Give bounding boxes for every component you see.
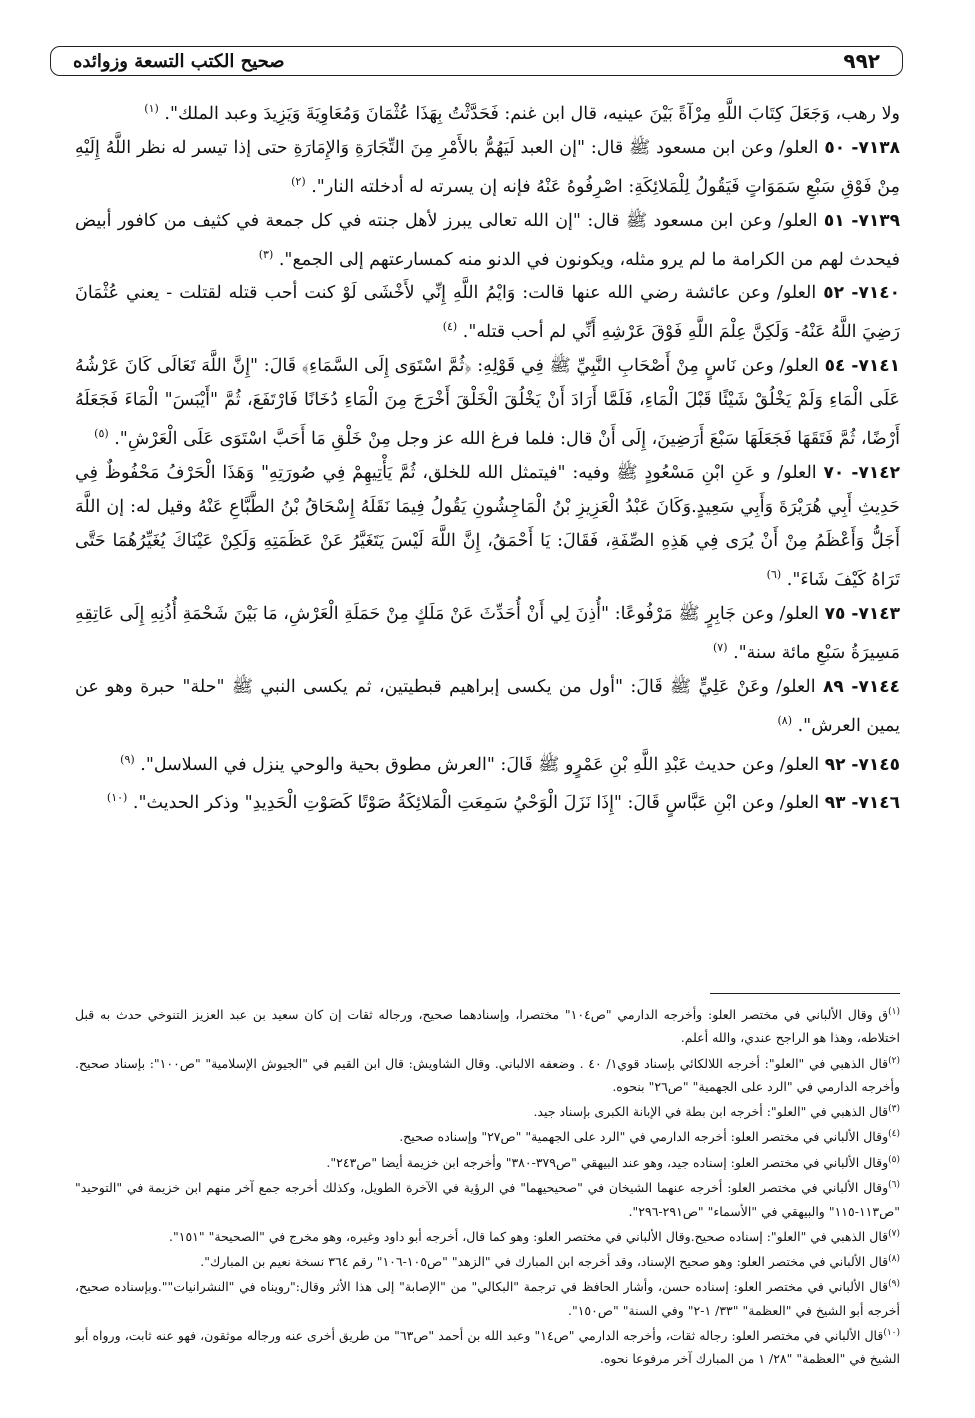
hadith-text: العلو/ وعن ابْنِ عَبَّاسٍ قَالَ: "إِذَا نَزَلَ الْوَحْيُ سَمِعَتِ الْمَلائِكَةُ صَوْتًا كَصَوْتِ الْحَدِيدِ" وذكر الحديث". bbox=[132, 793, 820, 814]
hadith-number: ٧١٤٦- ٩٣ bbox=[824, 793, 900, 814]
footnote bbox=[75, 1273, 900, 1322]
footnote-number: (٧) bbox=[888, 1228, 900, 1239]
footnote-ref: (٢) bbox=[291, 174, 306, 188]
hadith-number: ٧١٤٣- ٧٥ bbox=[824, 603, 900, 624]
hadith-number: ٧١٣٩- ٥١ bbox=[823, 210, 900, 231]
footnotes bbox=[75, 1001, 900, 1371]
hadith-text: العلو/ وعن حديث عَبْدِ اللَّهِ بْنِ عَمْرٍو ﷺ قَالَ: "العرش مطوق بحية والوحي ينزل في السلاسل". bbox=[140, 754, 820, 775]
footnote-ref: (٩) bbox=[120, 752, 135, 766]
hadith-paragraph bbox=[75, 92, 900, 131]
hadith-paragraph bbox=[75, 670, 900, 743]
book-title: صحيح الكتب التسعة وزوائده bbox=[73, 50, 285, 72]
footnote-text: قال الألباني في مختصر العلو: رجاله ثقات، وأخرجه الدارمي "ص١٤" وعبد الله بن أحمد "ص٦٣" من طريق أخرى عنه ورجاله موثقون، فهو عنه ثابت، ورواه أبو الشيخ في "العظمة" "٢٨/ ١ من المبارك آخر مرفوعا نحوه. bbox=[75, 1328, 900, 1367]
page-number: ٩٩٢ bbox=[843, 49, 880, 73]
footnote-text: قال الألباني في مختصر العلو: وهو صحيح الإسناد، وقد أخرجه ابن المبارك في "الزهد" "ص١٠٥-١٠٦" رقم ٣٦٤ نسخة نعيم بن المبارك". bbox=[200, 1254, 889, 1270]
footnote-text: وقال الألباني في مختصر العلو: إسناده جيد، وهو عند البيهقي "ص٣٧٩-٣٨٠" وأخرجه ابن خزيمة أيضا "ص٢٤٣". bbox=[326, 1155, 889, 1170]
hadith-paragraph bbox=[75, 597, 900, 670]
hadith-number: ٧١٤٤- ٨٩ bbox=[822, 676, 900, 697]
hadith-text: العلو/ وعن ابن مسعود ﷺ قال: "إن العبد لَيَهُمُّ بالأَمْرِ مِنَ التِّجَارَةِ وَالإِمَارَةِ حتى إذا تيسر له نظر اللَّهُ إِلَيْهِ مِنْ فَوْقِ سَبْعِ سَمَوَاتٍ فَيَقُولُ لِلْمَلائِكَةِ: اصْرِفُوهُ عَنْهُ فإنه إن يسرته له أدخلته النار". bbox=[75, 137, 900, 197]
footnote-divider bbox=[710, 993, 900, 994]
hadith-number: ٧١٤٥- ٩٢ bbox=[824, 754, 900, 775]
footnote-text: وقال الألباني في مختصر العلو: أخرجه عنهما الشيخان في "صحيحيهما" في الرؤية في الآخرة الطويل، وكذلك أخرجه جمع آخر منهم ابن خزيمة في "التوحيد" "ص١١٣-١١٥" والبيهقي في "الأسماء" "ص٢٩١-٢٩٦". bbox=[75, 1180, 900, 1219]
hadith-number: ٧١٤٠- ٥٢ bbox=[823, 283, 900, 304]
footnote-text: وقال الألباني في مختصر العلو: أخرجه الدارمي في "الرد على الجهمية" "ص٢٧" وإسناده صحيح. bbox=[399, 1129, 889, 1145]
footnote bbox=[75, 1248, 900, 1273]
footnote-ref: (١) bbox=[144, 102, 159, 115]
footnote-number: (٢) bbox=[888, 1055, 900, 1066]
hadith-number: ٧١٣٨- ٥٠ bbox=[824, 137, 900, 158]
hadith-paragraph bbox=[75, 131, 900, 204]
footnote-text: قال الذهبي في "العلو": أخرجه اللالكائي بإسناد قوي١/ ٤٠ . وضعفه الالباني. وقال الشاويش: قال ابن القيم في "الجيوش الإسلامية" "ص١٠٠": بإسناد صحيح. وأخرجه الدارمي في "الرد على الجهمية" "ص٢٦" بنحوه. bbox=[75, 1055, 900, 1094]
footnote-text: قال الذهبي في "العلو": أخرجه ابن بطة في الإبانة الكبرى بإسناد جيد. bbox=[533, 1104, 889, 1120]
page-header bbox=[50, 46, 903, 76]
footnote-text: قال الذهبي في "العلو": إسناده صحيح.وقال الألباني في مختصر العلو: وهو كما قال، أخرجه أبو داود وغيره، وهو مخرج في "الصحيحة" "١٥١". bbox=[169, 1228, 889, 1244]
hadith-text: العلو/ وعن عائشة رضي الله عنها قالت: وَايْمُ اللَّهِ إِنِّي لأَخْشَى لَوْ كنت أحب قتله لقتلت - يعني عُثْمَانَ رَضِيَ اللَّهُ عَنْهُ- وَلَكِنَّ عِلْمَ اللَّهِ فَوْقَ عَرْشِهِ أَنِّي لم أحب قتله". bbox=[75, 283, 900, 343]
hadith-paragraph bbox=[75, 743, 900, 782]
hadith-text: ولا رهب، وَجَعَلَ كِتَابَ اللَّهِ مِرْآةً بَيْنَ عينيه، قال ابن غنم: فَحَدَّثْتُ بِهَذَا عُثْمَانَ وَمُعَاوِيَةَ وَيَزِيدَ وعبد الملك". bbox=[164, 103, 900, 124]
hadith-text: العلو/ وعن جَابِرٍ ﷺ مَرْفُوعًا: "أُذِنَ لِي أَنْ أُحَدِّثَ عَنْ مَلَكٍ مِنْ حَمَلَةِ الْعَرْشِ، مَا بَيْنَ شَحْمَةِ أُذُنِهِ إِلَى عَاتِقِهِ مَسِيرَةُ سَبْعِ مائة سنة". bbox=[75, 603, 900, 663]
footnote bbox=[75, 1001, 900, 1050]
hadith-number: ٧١٤١- ٥٤ bbox=[824, 356, 900, 377]
footnote bbox=[75, 1174, 900, 1223]
hadith-paragraph bbox=[75, 276, 900, 349]
hadith-text: العلو/ وعَنْ عَلِيٍّ ﷺ قَالَ: "أول من يكسى إبراهيم قبطيتين، ثم يكسى النبي ﷺ "حلة" حبرة وهو عن يمين العرش". bbox=[75, 676, 900, 736]
footnote-ref: (٨) bbox=[777, 713, 792, 727]
hadith-paragraph bbox=[75, 781, 900, 820]
footnote-number: (١) bbox=[888, 1007, 901, 1017]
footnote bbox=[75, 1149, 900, 1174]
footnote-number: (١٠) bbox=[883, 1328, 901, 1339]
hadith-text-body bbox=[75, 92, 900, 820]
footnote bbox=[75, 1098, 900, 1123]
footnote-text: قال الألباني في مختصر العلو: إسناده حسن، وأشار الحافظ في ترجمة "البكالي" من "الإصابة" إلى هذا الأثر وقال:"رويناه في "النشرانيات"".وبإسناده صحيح، أخرجه أبو الشيخ في "العظمة" "٣٣/ ١-٢" وفي السنة" "ص١٥٠". bbox=[75, 1279, 900, 1318]
footnote-ref: (٤) bbox=[442, 320, 458, 334]
footnote-number: (٩) bbox=[888, 1279, 900, 1290]
footnote-ref: (٥) bbox=[94, 427, 109, 441]
hadith-text: العلو/ وعن ابن مسعود ﷺ قال: "إن الله تعالى يبرز لأهل جنته في كل جمعة في كثيف من كافور أبيض فيحدث لهم من الكرامة ما لم يرو مثله، ويكونون في الدنو منه كمسارعتهم إلى الجمع". bbox=[75, 210, 900, 270]
footnote bbox=[75, 1322, 900, 1371]
footnote-ref: (٣) bbox=[258, 247, 274, 261]
hadith-paragraph bbox=[75, 204, 900, 277]
footnote-ref: (٦) bbox=[766, 568, 782, 582]
footnote-number: (٨) bbox=[888, 1254, 900, 1265]
footnote bbox=[75, 1123, 900, 1148]
footnote-ref: (٧) bbox=[712, 640, 728, 654]
hadith-number: ٧١٤٢- ٧٠ bbox=[823, 463, 900, 484]
hadith-paragraph bbox=[75, 349, 900, 456]
footnote-number: (٥) bbox=[888, 1154, 900, 1165]
footnote-number: (٣) bbox=[888, 1104, 900, 1115]
footnote-ref: (١٠) bbox=[106, 791, 128, 805]
footnote-number: (٦) bbox=[888, 1180, 900, 1191]
footnote-number: (٤) bbox=[888, 1129, 900, 1140]
footnote bbox=[75, 1050, 900, 1099]
hadith-paragraph bbox=[75, 456, 900, 597]
hadith-text: العلو/ و عَنِ ابْنِ مَسْعُودٍ ﷺ وفيه: "فيتمثل الله للخلق، ثُمَّ يَأْتِيهِمْ فِي صُورَتِهِ" وَهَذَا الْحَرْفُ مَحْفُوظٌ فِي حَدِيثِ أَبِي هُرَيْرَةَ وَأَبِي سَعِيدٍ.وَكَانَ عَبْدُ الْعَزِيزِ بْنُ الْمَاجِشُونِ يَقُولُ فِيمَا نَقَلَهُ إِسْحَاقُ بْنُ الطَّبَّاعِ عَنْهُ وقيل له: إن اللَّهَ أَجَلُّ وَأَعْظَمُ مِنْ أَنْ يُرَى فِي هَذِهِ الصِّفَةِ، فَقَالَ: يَا أَحْمَقُ، إِنَّ اللَّهَ لَيْسَ يَتَغَيَّرُ عَنْ عَظَمَتِهِ وَلَكِنْ عَيْنَاكَ يُغَيِّرُهُمَا حَتَّى تَرَاهُ كَيْفَ شَاءَ". bbox=[75, 463, 900, 590]
hadith-text: العلو/ وعن نَاسٍ مِنْ أَصْحَابِ النَّبِيِّ ﷺ فِي قَوْلِهِ: ﴿ثُمَّ اسْتَوَى إِلَى السَّمَاءِ﴾ قَالَ: "إِنَّ اللَّهَ تَعَالَى كَانَ عَرْشُهُ عَلَى الْمَاءِ وَلَمْ يَخْلُقْ شَيْئًا قَبْلَ الْمَاءِ، فَلَمَّا أَرَادَ أَنْ يَخْلُقَ الْخَلْقَ أَخْرَجَ مِنَ الْمَاءِ دُخَانًا فَارْتَفَعَ، ثُمَّ "أَيْبَسَ" الْمَاءَ فَجَعَلَهُ أَرْضًا، ثُمَّ فَتَقَهَا فَجَعَلَهَا سَبْعَ أَرَضِينَ، إِلَى أَنْ قال: فلما فرغ الله عز وجل مِنْ خَلْقِ مَا أَحَبَّ اسْتَوَى عَلَى الْعَرْشِ". bbox=[75, 356, 900, 450]
footnote-text: ق وقال الألباني في مختصر العلو: وأخرجه الدارمي "ص١٠٤" مختصرا، وإسنادهما صحيح، ورجاله ثقات إن كان سعيد بن عبد العزيز التنوخي حدث به قبل اختلاطه، وهذا هو الراجح عندي، والله أعلم. bbox=[75, 1007, 900, 1046]
footnote bbox=[75, 1223, 900, 1248]
